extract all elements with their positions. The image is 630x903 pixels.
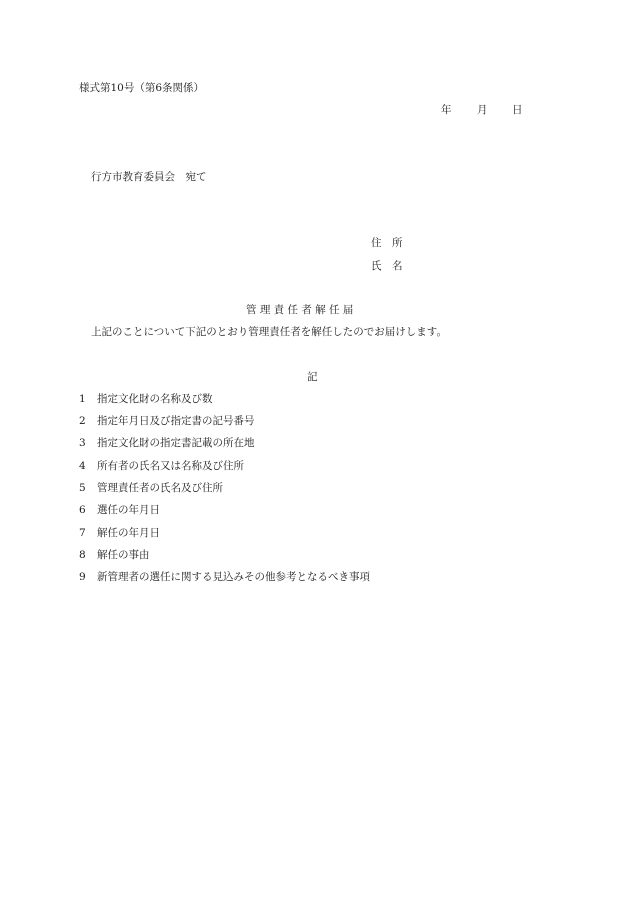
document-title: 管 理 責 任 者 解 任 届 — [246, 304, 354, 316]
item-number: 6 — [79, 504, 86, 516]
item-number: 5 — [79, 482, 86, 494]
list-item — [79, 461, 244, 472]
item-text: 解任の年月日 — [97, 527, 160, 539]
item-number: 7 — [79, 527, 86, 539]
list-item — [79, 505, 160, 516]
item-text: 管理責任者の氏名及び住所 — [97, 482, 223, 494]
item-number: 3 — [79, 437, 86, 449]
name-label: 氏 名 — [371, 260, 403, 272]
date-year: 年 — [441, 104, 452, 116]
ki-heading: 記 — [307, 371, 318, 383]
item-number: 1 — [79, 393, 86, 405]
form-number: 様式第10号（第6条関係） — [79, 82, 205, 94]
item-number: 9 — [79, 571, 86, 583]
body-text: 上記のことについて下記のとおり管理責任者を解任したのでお届けします。 — [91, 326, 447, 338]
address-label: 住 所 — [371, 237, 403, 249]
list-item — [79, 394, 213, 405]
list-item — [79, 483, 223, 494]
item-text: 新管理者の選任に関する見込みその他参考となるべき事項 — [97, 571, 370, 583]
recipient: 行方市教育委員会 宛て — [91, 171, 207, 183]
list-item — [79, 528, 160, 539]
item-text: 指定年月日及び指定書の記号番号 — [97, 415, 255, 427]
date-day: 日 — [512, 104, 523, 116]
item-number: 2 — [79, 415, 86, 427]
list-item — [79, 416, 255, 427]
item-text: 指定文化財の名称及び数 — [97, 393, 213, 405]
item-text: 選任の年月日 — [97, 504, 160, 516]
item-text: 指定文化財の指定書記載の所在地 — [97, 437, 255, 449]
date-month: 月 — [477, 104, 488, 116]
list-item — [79, 438, 255, 449]
item-text: 解任の事由 — [97, 549, 150, 561]
item-text: 所有者の氏名又は名称及び住所 — [97, 460, 244, 472]
item-number: 4 — [79, 460, 86, 472]
list-item — [79, 572, 370, 583]
item-number: 8 — [79, 549, 86, 561]
list-item — [79, 550, 150, 561]
